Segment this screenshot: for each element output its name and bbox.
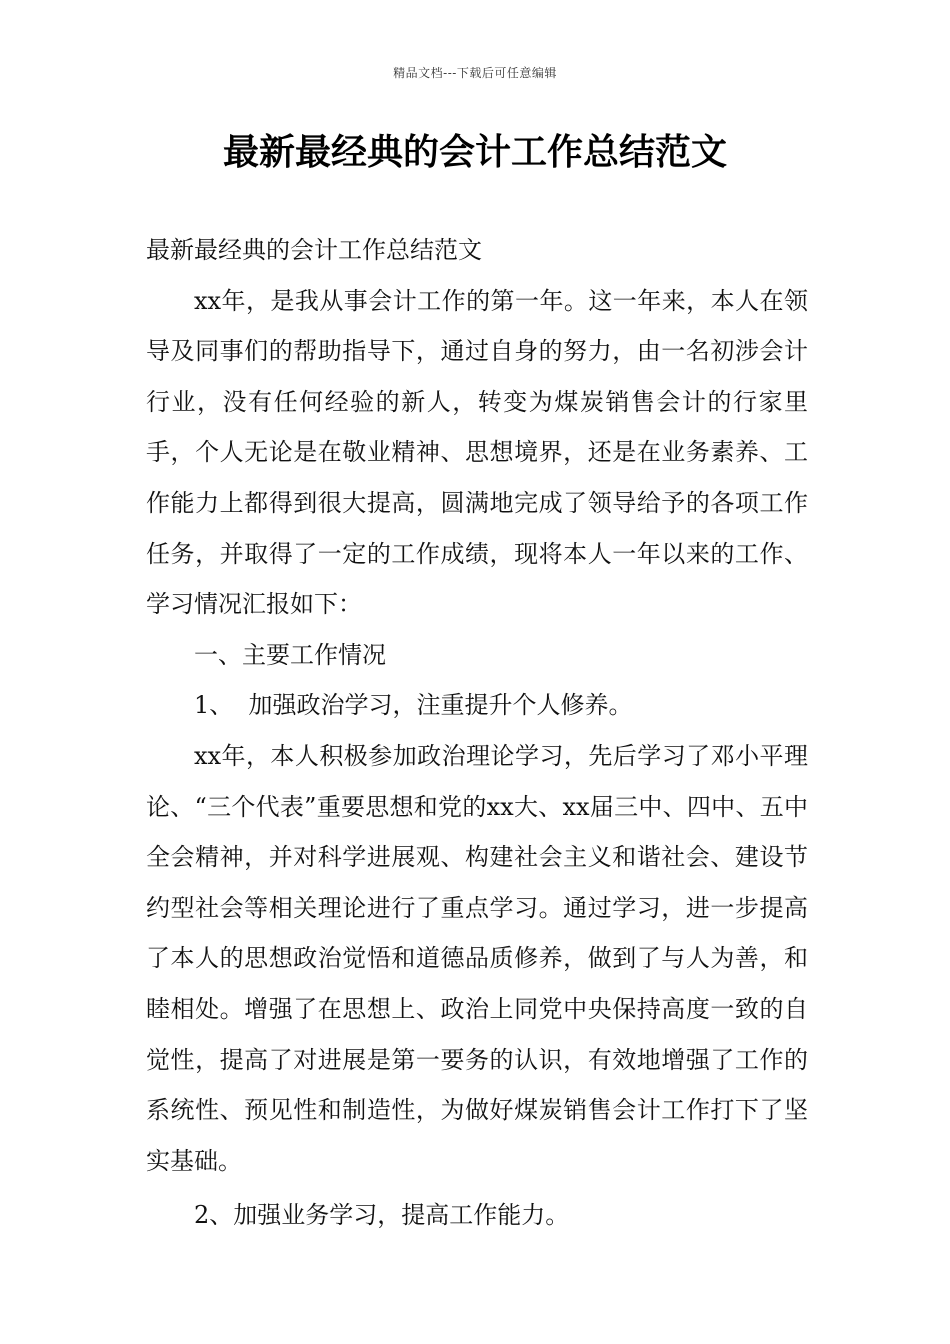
document-title: 最新最经典的会计工作总结范文 xyxy=(222,132,727,173)
document-body xyxy=(146,225,808,1241)
paragraph-intro: xx年，是我从事会计工作的第一年。这一年来，本人在领导及同事们的帮助指导下，通过自身的努力，由一名初涉会计行业，没有任何经验的新人，转变为煤炭销售会计的行家里手，个人无论是在敬业精神、思想境界，还是在业务素养、工作能力上都得到很大提高，圆满地完成了领导给予的各项工作任务，并取得了一定的工作成绩，现将本人一年以来的工作、学习情况汇报如下： xyxy=(146,286,808,619)
subsection-heading-1: 1、 加强政治学习，注重提升个人修养。 xyxy=(194,691,633,720)
subsection-heading-2: 2、加强业务学习，提高工作能力。 xyxy=(194,1201,570,1230)
section-heading: 一、主要工作情况 xyxy=(194,640,386,669)
paragraph-political-study: xx年，本人积极参加政治理论学习，先后学习了邓小平理论、“三个代表”重要思想和党的xx大、xx届三中、四中、五中全会精神，并对科学进展观、构建社会主义和谐社会、建设节约型社会等相关理论进行了重点学习。通过学习，进一步提高了本人的思想政治觉悟和道德品质修养，做到了与人为善，和睦相处。增强了在思想上、政治上同党中央保持高度一致的自觉性，提高了对进展是第一要务的认识，有效地增强了工作的系统性、预见性和制造性，为做好煤炭销售会计工作打下了坚实基础。 xyxy=(146,741,808,1175)
document-subtitle: 最新最经典的会计工作总结范文 xyxy=(146,236,482,264)
page-header: 精品文档---下载后可任意编辑 xyxy=(393,66,557,80)
